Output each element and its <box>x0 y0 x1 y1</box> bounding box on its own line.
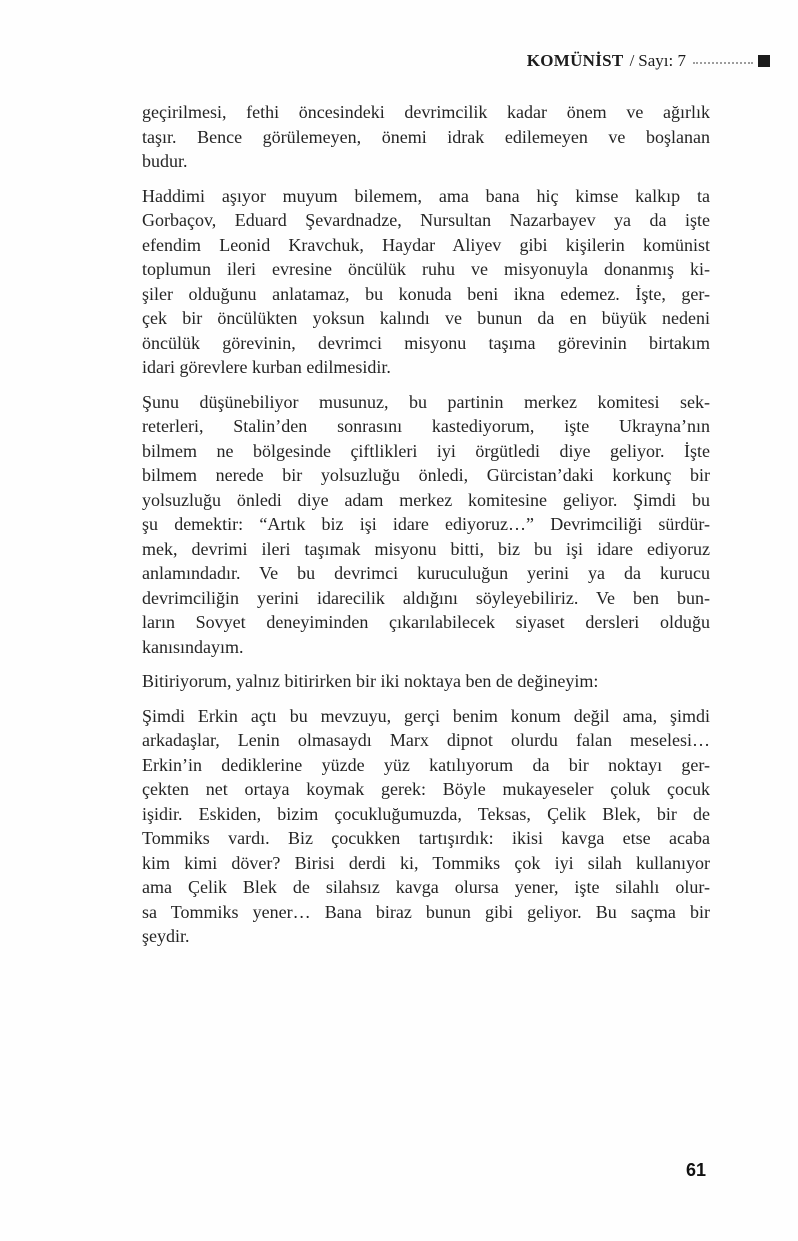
text-line: bilmem ne bölgesinde çiftlikleri iyi örgütledi diye geliyor. İşte <box>142 440 710 461</box>
text-line: arkadaşlar, Lenin olmasaydı Marx dipnot olurdu falan meselesi… <box>142 730 710 750</box>
dotted-leader-line <box>693 62 753 64</box>
text-line: sa Tommiks yener… Bana biraz bunun gibi geliyor. Bu saçma bir <box>142 901 710 922</box>
text-line: mek, devrimi ileri taşımak misyonu bitti, biz bu işi idare ediyoruz <box>142 538 710 559</box>
paragraph <box>142 100 710 174</box>
paragraph <box>142 390 710 660</box>
text-line: işidir. Eskiden, bizim çocukluğumuzda, Teksas, Çelik Blek, bir de <box>142 803 710 824</box>
text-line: kim kimi döver? Birisi derdi ki, Tommiks çok iyi silah kullanıyor <box>142 852 710 873</box>
text-line: reterleri, Stalin’den sonrasını kastediyorum, işte Ukrayna’nın <box>142 416 710 436</box>
text-line: budur. <box>142 151 188 171</box>
paragraph <box>142 184 710 380</box>
text-line: efendim Leonid Kravchuk, Haydar Aliyev gibi kişilerin komünist <box>142 234 710 255</box>
text-line: ama Çelik Blek de silahsız kavga olursa yener, işte silahlı olur- <box>142 877 710 897</box>
text-line: toplumun ileri evresine öncülük ruhu ve misyonuyla donanmış ki- <box>142 259 710 279</box>
text-line: şu demektir: “Artık biz işi idare ediyoruz…” Devrimciliği sürdür- <box>142 514 710 534</box>
text-line: Şunu düşünebiliyor musunuz, bu partinin merkez komitesi sek- <box>142 391 710 412</box>
running-header <box>0 52 770 69</box>
page-number: 61 <box>686 1160 707 1180</box>
text-line: Erkin’in dediklerine yüzde yüz katılıyorum da bir noktayı ger- <box>142 754 710 775</box>
text-line: çekten net ortaya koymak gerek: Böyle mukayeseler çoluk çocuk <box>142 779 710 799</box>
text-line: anlamındadır. Ve bu devrimci kuruculuğun yerini ya da kurucu <box>142 563 710 583</box>
paragraph <box>142 704 710 949</box>
text-line: Tommiks vardı. Biz çocukken tartışırdık: ikisi kavga etse acaba <box>142 828 710 848</box>
header-square-marker <box>758 55 770 67</box>
text-line: idari görevlere kurban edilmesidir. <box>142 357 391 377</box>
text-line: Haddimi aşıyor muyum bilemem, ama bana hiç kimse kalkıp ta <box>142 185 710 206</box>
journal-title: KOMÜNİST <box>526 51 624 70</box>
issue-label: Sayı: 7 <box>638 51 686 70</box>
text-line: yolsuzluğu önledi diye adam merkez komitesine geliyor. Şimdi bu <box>142 489 710 510</box>
text-line: Şimdi Erkin açtı bu mevzuyu, gerçi benim konum değil ama, şimdi <box>142 705 710 726</box>
text-line: Bitiriyorum, yalnız bitirirken bir iki noktaya ben de değineyim: <box>142 671 599 691</box>
text-line: ların Sovyet deneyiminden çıkarılabilecek siyaset dersleri olduğu <box>142 612 710 632</box>
text-line: devrimciliğin yerini idarecilik aldığını söyleyebiliriz. Ve ben bun- <box>142 587 710 608</box>
text-line: şeydir. <box>142 926 190 946</box>
text-line: geçirilmesi, fethi öncesindeki devrimcilik kadar önem ve ağırlık <box>142 102 710 122</box>
text-line: kanısındayım. <box>142 636 244 657</box>
text-line: şiler olduğunu anlatamaz, bu konuda beni ikna edemez. İşte, ger- <box>142 283 710 304</box>
text-line: öncülük görevinin, devrimci misyonu taşıma görevinin birtakım <box>142 332 710 353</box>
article-body <box>142 100 710 959</box>
header-separator: / <box>629 51 635 70</box>
paragraph <box>142 669 710 694</box>
text-line: çek bir öncülükten yoksun kalındı ve bunun da en büyük nedeni <box>142 308 710 328</box>
text-line: Gorbaçov, Eduard Şevardnadze, Nursultan Nazarbayev ya da işte <box>142 210 710 230</box>
text-line: bilmem nerede bir yolsuzluğu önledi, Gürcistan’daki korkunç bir <box>142 465 710 485</box>
text-line: taşır. Bence görülemeyen, önemi idrak edilemeyen ve boşlanan <box>142 126 710 147</box>
